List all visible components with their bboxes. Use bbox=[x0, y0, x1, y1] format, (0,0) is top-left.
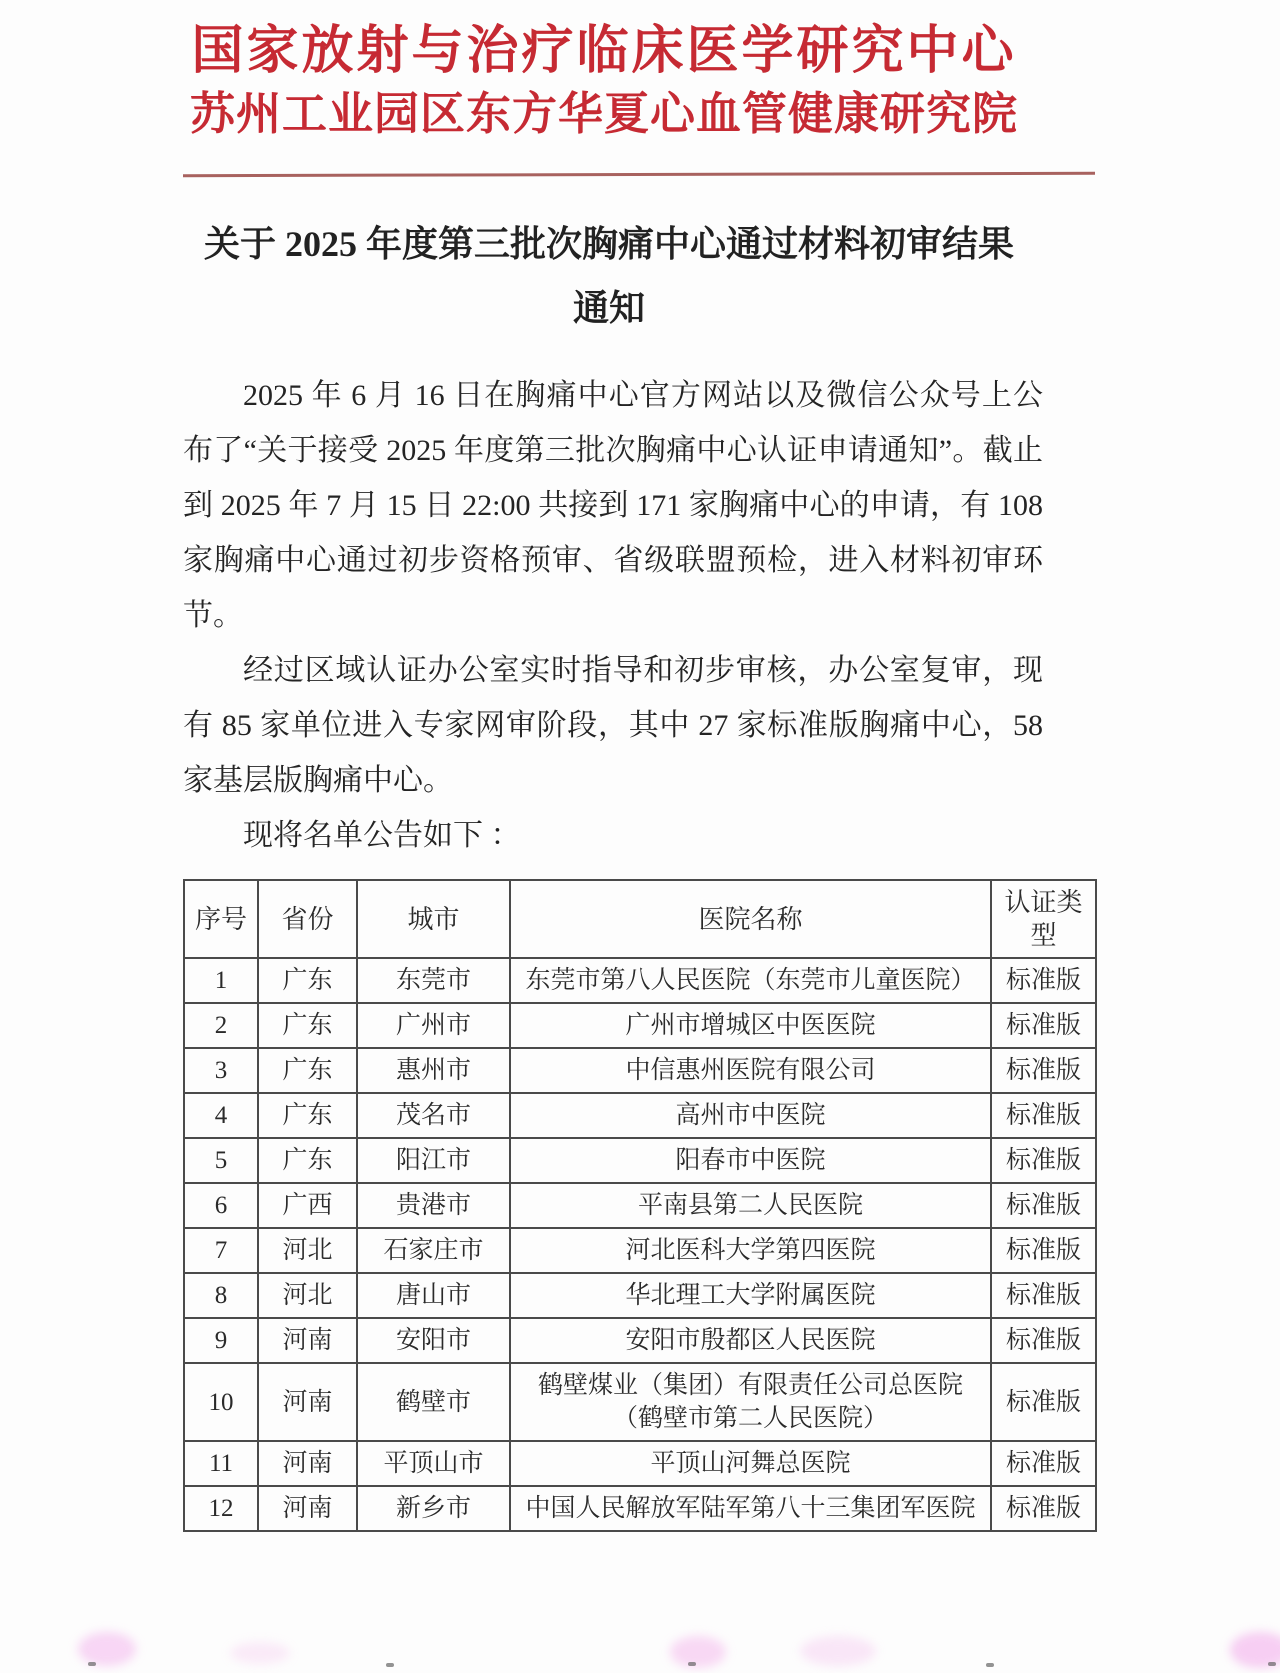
table-cell: 广州市增城区中医医院 bbox=[510, 1003, 991, 1048]
table-cell: 安阳市 bbox=[357, 1318, 510, 1363]
letterhead-line2: 苏州工业园区东方华夏心血管健康研究院 bbox=[189, 89, 1018, 139]
scan-speck bbox=[88, 1662, 96, 1666]
table-body bbox=[184, 958, 1096, 1531]
table-row bbox=[184, 1003, 1096, 1048]
table-cell: 标准版 bbox=[991, 1093, 1096, 1138]
table-cell: 标准版 bbox=[991, 1363, 1096, 1441]
document-content bbox=[183, 0, 1095, 1532]
table-cell: 6 bbox=[184, 1183, 258, 1228]
document-title bbox=[183, 212, 1095, 340]
scan-stain bbox=[800, 1636, 876, 1666]
table-cell: 中信惠州医院有限公司 bbox=[510, 1048, 991, 1093]
table-row bbox=[184, 1138, 1096, 1183]
table-cell: 广东 bbox=[258, 1003, 357, 1048]
scan-speck bbox=[386, 1663, 394, 1667]
table-cell: 惠州市 bbox=[357, 1048, 510, 1093]
table-cell: 河南 bbox=[258, 1441, 357, 1486]
table-row bbox=[184, 1363, 1096, 1441]
table-cell: 唐山市 bbox=[357, 1273, 510, 1318]
table-cell: 标准版 bbox=[991, 1441, 1096, 1486]
table-cell: 标准版 bbox=[991, 1228, 1096, 1273]
document-body bbox=[183, 368, 1043, 863]
scan-speck bbox=[688, 1662, 696, 1666]
scan-stain bbox=[1230, 1632, 1280, 1668]
table-row bbox=[184, 1048, 1096, 1093]
table-cell: 12 bbox=[184, 1486, 258, 1531]
table-cell: 阳春市中医院 bbox=[510, 1138, 991, 1183]
paragraph-announcement: 2025 年 6 月 16 日在胸痛中心官方网站以及微信公众号上公布了“关于接受 2025 年度第三批次胸痛中心认证申请通知”。截止到 2025 年 7 月 15 日 22:00 共接到 171 家胸痛中心的申请，有 108 家胸痛中心通过初步资格预审、省级联盟预检，进入材料初审环节。 bbox=[183, 379, 1043, 632]
table-cell: 标准版 bbox=[991, 958, 1096, 1003]
table-cell: 4 bbox=[184, 1093, 258, 1138]
column-header: 序号 bbox=[184, 880, 258, 958]
table-cell: 广东 bbox=[258, 1093, 357, 1138]
table-cell: 广东 bbox=[258, 1138, 357, 1183]
table-cell: 安阳市殷都区人民医院 bbox=[510, 1318, 991, 1363]
document-title-line2: 通知 bbox=[572, 288, 645, 328]
table-cell: 阳江市 bbox=[357, 1138, 510, 1183]
table-cell: 高州市中医院 bbox=[510, 1093, 991, 1138]
document-title-line1: 关于 2025 年度第三批次胸痛中心通过材料初审结果 bbox=[203, 224, 1014, 264]
table-cell: 新乡市 bbox=[357, 1486, 510, 1531]
paragraph-list-intro: 现将名单公告如下 ： bbox=[243, 819, 521, 852]
scan-stain bbox=[230, 1642, 290, 1664]
table-cell: 河南 bbox=[258, 1363, 357, 1441]
table-row bbox=[184, 1486, 1096, 1531]
table-cell: 标准版 bbox=[991, 1048, 1096, 1093]
table-cell: 平顶山市 bbox=[357, 1441, 510, 1486]
table-row bbox=[184, 1093, 1096, 1138]
table-cell: 广东 bbox=[258, 1048, 357, 1093]
table-header-row bbox=[184, 880, 1096, 958]
table-cell: 标准版 bbox=[991, 1138, 1096, 1183]
column-header: 城市 bbox=[357, 880, 510, 958]
table-cell: 河北医科大学第四医院 bbox=[510, 1228, 991, 1273]
table-cell: 茂名市 bbox=[357, 1093, 510, 1138]
table-cell: 东莞市第八人民医院（东莞市儿童医院） bbox=[510, 958, 991, 1003]
table-row bbox=[184, 1318, 1096, 1363]
table-cell: 2 bbox=[184, 1003, 258, 1048]
letterhead bbox=[183, 0, 1095, 176]
hospital-table bbox=[183, 879, 1097, 1532]
table-cell: 广西 bbox=[258, 1183, 357, 1228]
table-row bbox=[184, 958, 1096, 1003]
table-cell: 鹤壁煤业（集团）有限责任公司总医院（鹤壁市第二人民医院） bbox=[510, 1363, 991, 1441]
scan-stain bbox=[670, 1636, 726, 1668]
table-row bbox=[184, 1228, 1096, 1273]
table-row bbox=[184, 1273, 1096, 1318]
column-header: 省份 bbox=[258, 880, 357, 958]
table-cell: 平顶山河舞总医院 bbox=[510, 1441, 991, 1486]
table-cell: 标准版 bbox=[991, 1183, 1096, 1228]
table-cell: 标准版 bbox=[991, 1273, 1096, 1318]
table-cell: 标准版 bbox=[991, 1486, 1096, 1531]
table-cell: 11 bbox=[184, 1441, 258, 1486]
column-header: 认证类型 bbox=[991, 880, 1096, 958]
scan-speck bbox=[1268, 1662, 1276, 1666]
table-row bbox=[184, 1441, 1096, 1486]
table-cell: 广东 bbox=[258, 958, 357, 1003]
table-cell: 石家庄市 bbox=[357, 1228, 510, 1273]
table-cell: 8 bbox=[184, 1273, 258, 1318]
table-cell: 河北 bbox=[258, 1228, 357, 1273]
table-cell: 标准版 bbox=[991, 1318, 1096, 1363]
table-cell: 广州市 bbox=[357, 1003, 510, 1048]
table-cell: 平南县第二人民医院 bbox=[510, 1183, 991, 1228]
letterhead-line1: 国家放射与治疗临床医学研究中心 bbox=[191, 23, 1017, 80]
table-cell: 河南 bbox=[258, 1318, 357, 1363]
table-cell: 3 bbox=[184, 1048, 258, 1093]
table-cell: 5 bbox=[184, 1138, 258, 1183]
table-cell: 河南 bbox=[258, 1486, 357, 1531]
table-row bbox=[184, 1183, 1096, 1228]
table-cell: 华北理工大学附属医院 bbox=[510, 1273, 991, 1318]
paragraph-review-result: 经过区域认证办公室实时指导和初步审核，办公室复审，现有 85 家单位进入专家网审阶段，其中 27 家标准版胸痛中心，58 家基层版胸痛中心。 bbox=[183, 654, 1043, 797]
table-cell: 中国人民解放军陆军第八十三集团军医院 bbox=[510, 1486, 991, 1531]
table-cell: 鹤壁市 bbox=[357, 1363, 510, 1441]
table-cell: 10 bbox=[184, 1363, 258, 1441]
scan-stain bbox=[78, 1632, 136, 1666]
column-header: 医院名称 bbox=[510, 880, 991, 958]
table-cell: 7 bbox=[184, 1228, 258, 1273]
table-cell: 东莞市 bbox=[357, 958, 510, 1003]
scan-speck bbox=[986, 1663, 994, 1667]
table-cell: 标准版 bbox=[991, 1003, 1096, 1048]
table-cell: 9 bbox=[184, 1318, 258, 1363]
table-cell: 1 bbox=[184, 958, 258, 1003]
table-cell: 贵港市 bbox=[357, 1183, 510, 1228]
table-cell: 河北 bbox=[258, 1273, 357, 1318]
letterhead-rule bbox=[183, 172, 1095, 177]
